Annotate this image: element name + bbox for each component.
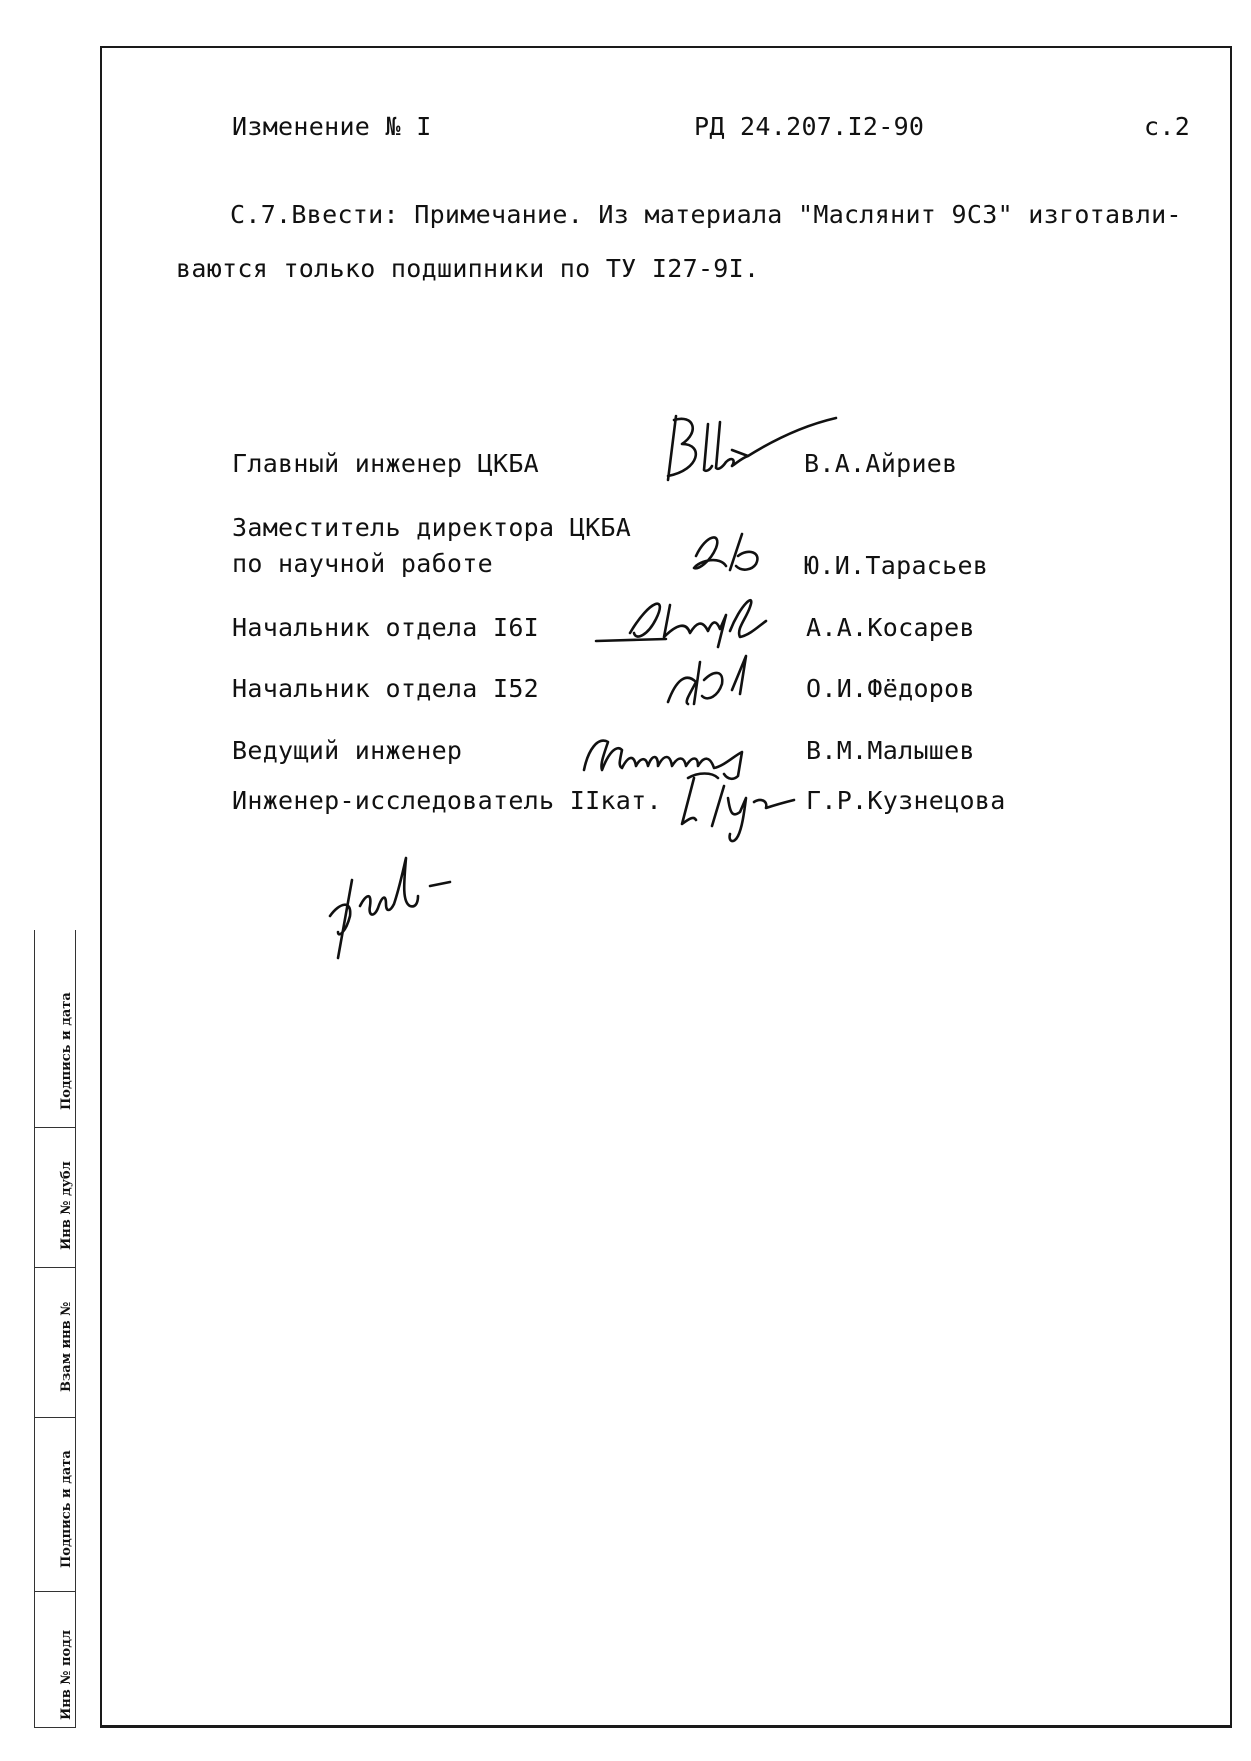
signatory-position: по научной работе	[232, 549, 493, 578]
binding-label: Инв № подл	[59, 1629, 74, 1720]
signatory-name: В.М.Малышев	[806, 736, 975, 765]
signatory-position: Начальник отдела I52	[232, 674, 540, 703]
signatory-position: Инженер-исследователь IIкат.	[232, 786, 662, 815]
signatory-name: Ю.И.Тарасьев	[804, 551, 989, 580]
binding-label: Подпись и дата	[59, 1450, 74, 1568]
body-line-2: ваются только подшипники по ТУ I27-9I.	[176, 254, 760, 283]
signature-tarasyev	[686, 526, 786, 582]
document-code: РД 24.207.I2-90	[694, 112, 925, 141]
signature-kosarev	[590, 585, 780, 655]
binding-label: Взам инв №	[59, 1301, 74, 1392]
signatory-position: Заместитель директора ЦКБА	[232, 513, 632, 542]
signatory-position: Ведущий инженер	[232, 736, 463, 765]
signatory-name: О.И.Фёдоров	[806, 674, 975, 703]
signature-initial	[320, 846, 470, 966]
signatory-position: Главный инженер ЦКБА	[232, 449, 540, 478]
signature-fedorov	[660, 650, 780, 710]
binding-label: Подпись и дата	[59, 992, 74, 1110]
change-number: Изменение № I	[232, 112, 432, 141]
signature-kuznetsova	[668, 768, 798, 848]
signature-airiev	[660, 410, 840, 490]
body-line-1: С.7.Ввести: Примечание. Из материала "Маслянит 9С3" изготавли-	[230, 200, 1182, 229]
signatory-position: Начальник отдела I6I	[232, 613, 540, 642]
signatory-name: В.А.Айриев	[804, 449, 958, 478]
signatory-name: Г.Р.Кузнецова	[806, 786, 1006, 815]
signatory-name: А.А.Косарев	[806, 613, 975, 642]
page-number: с.2	[1144, 112, 1191, 141]
binding-label: Инв № дубл	[59, 1161, 74, 1250]
page-frame	[100, 46, 1232, 1728]
